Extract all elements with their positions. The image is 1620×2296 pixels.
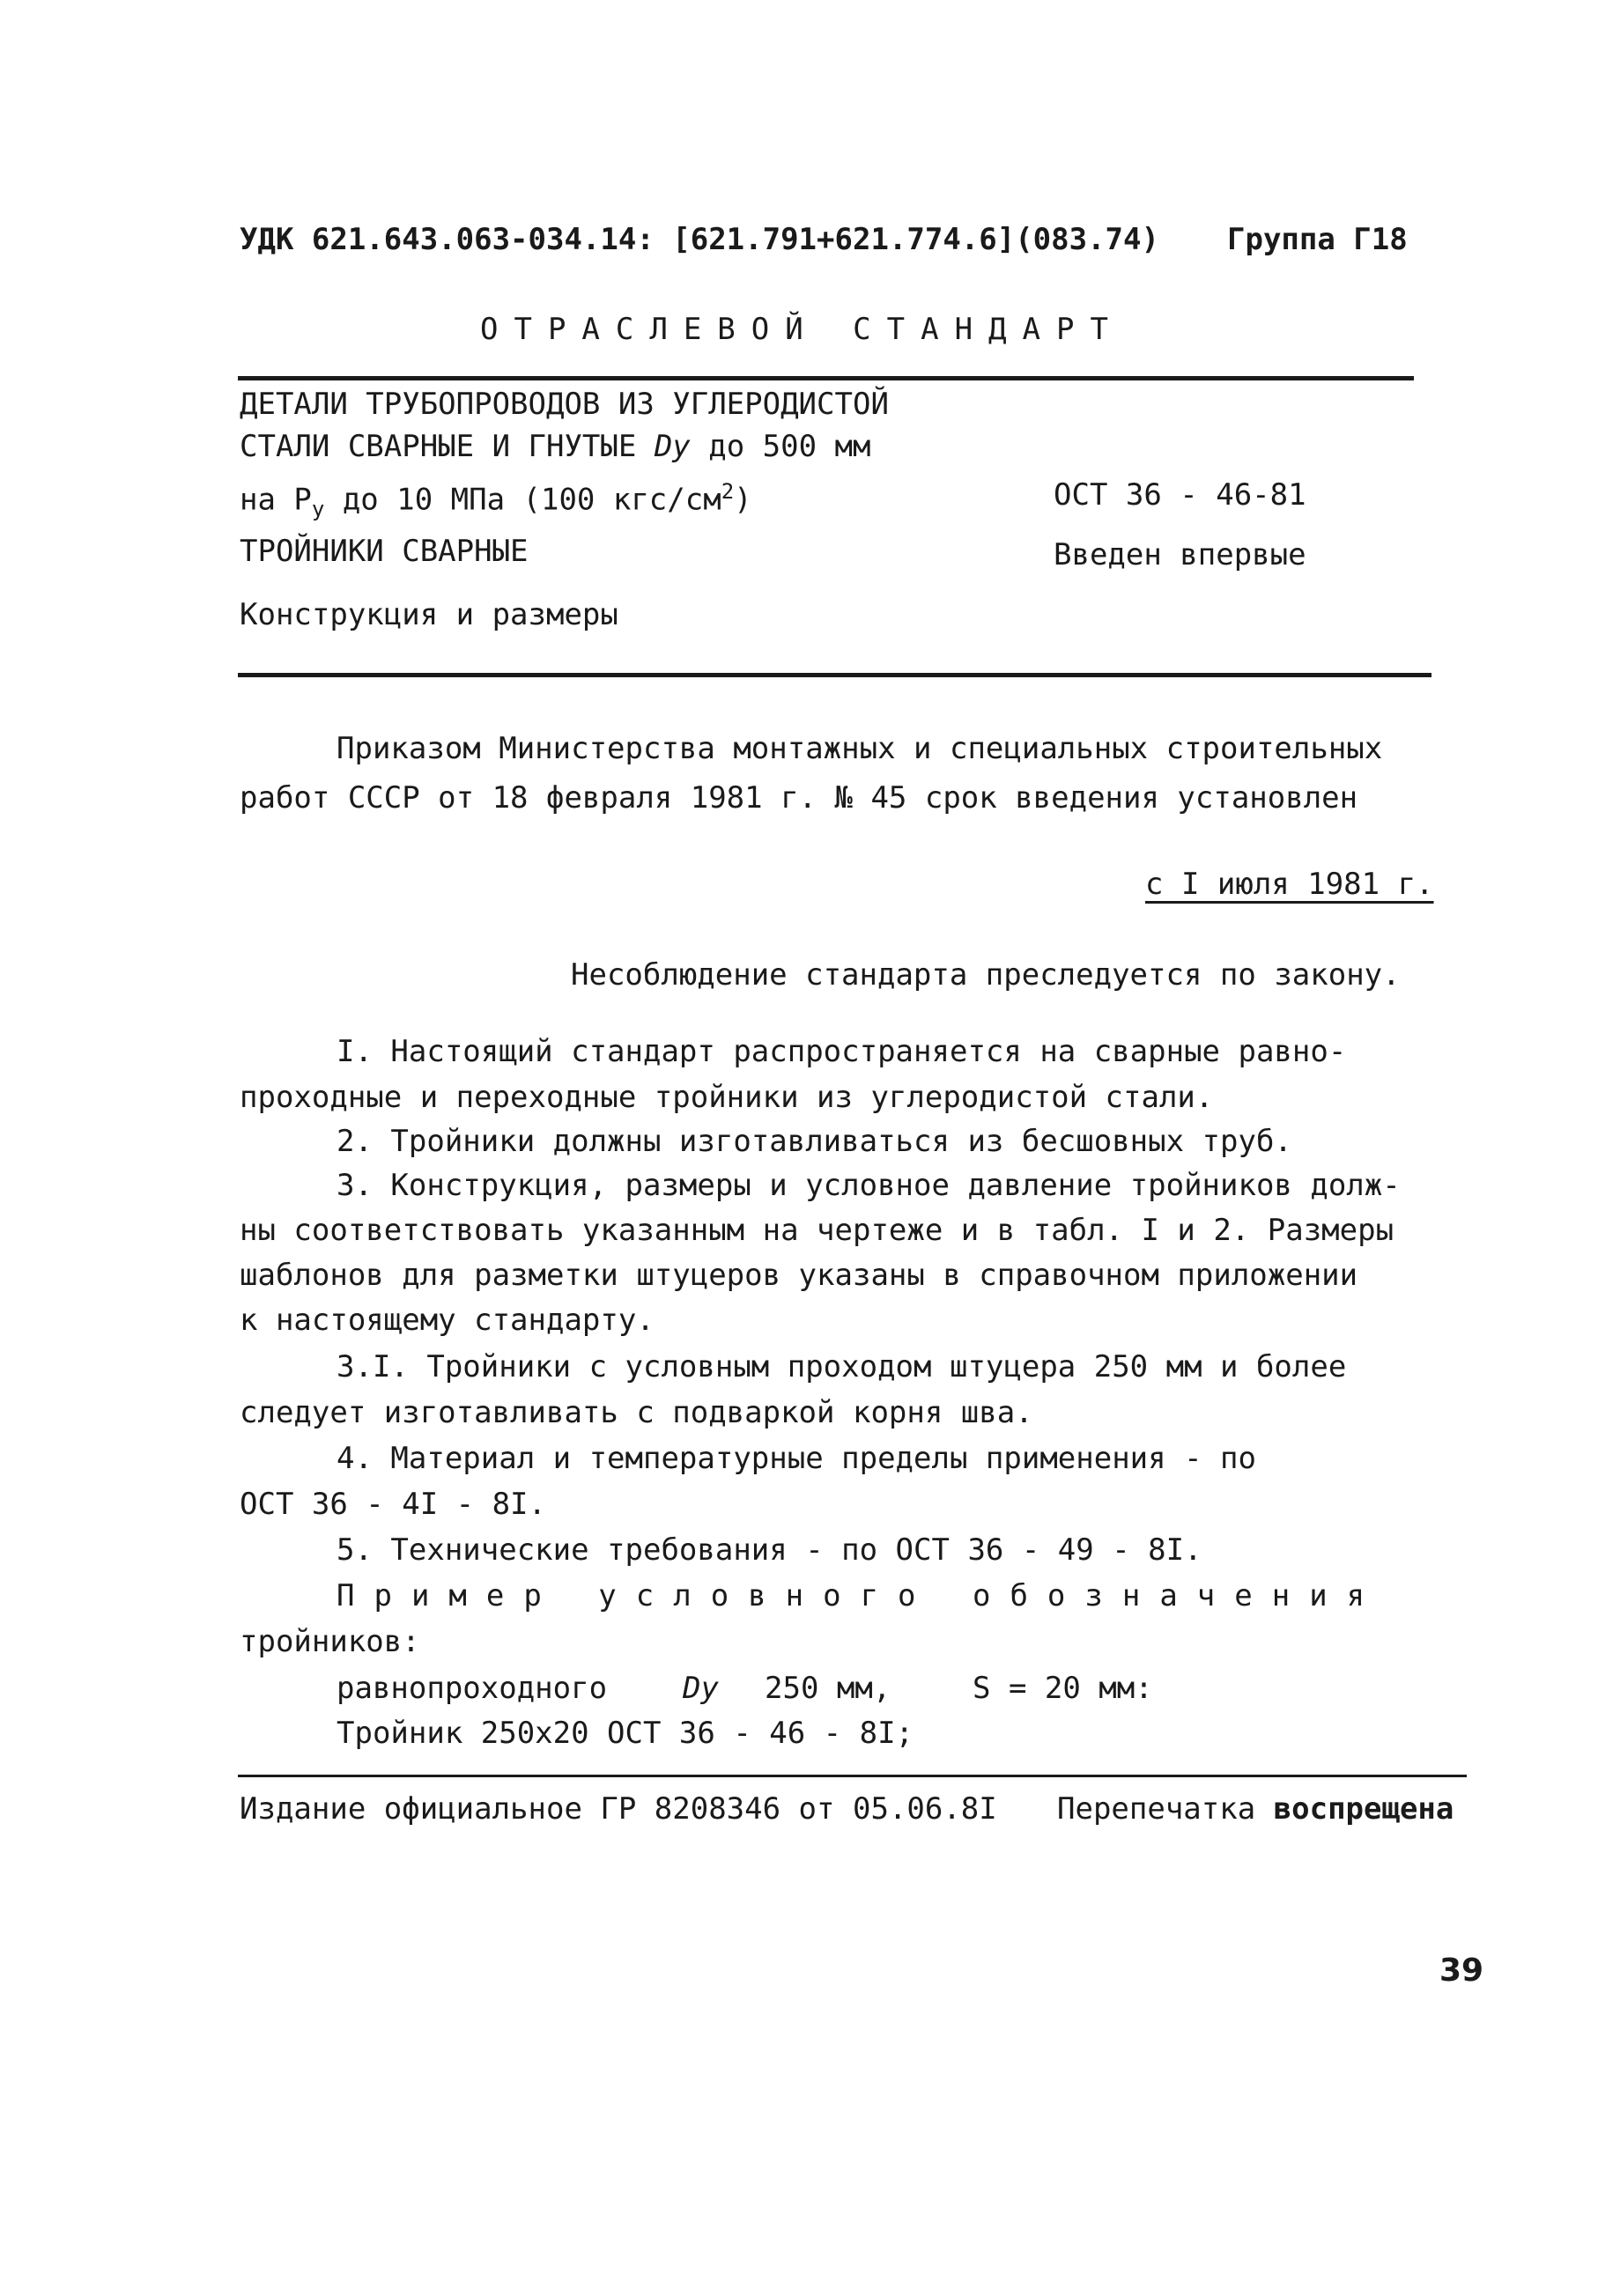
order-line-2: работ СССР от 18 февраля 1981 г. № 45 срок введения установлен [240, 780, 1358, 816]
para-5: 5. Технические требования - по ОСТ 36 - 49 - 8I. [337, 1532, 1202, 1568]
designation-line-4: ТРОЙНИКИ СВАРНЫЕ [240, 534, 529, 569]
edition-note: Издание официальное ГР 8208346 от 05.06.8I [240, 1791, 997, 1827]
udk-code: УДК 621.643.063-034.14: [621.791+621.774.6](083.74) [240, 222, 1159, 257]
example-1-label: равнопроходного [337, 1671, 608, 1706]
para-3a: 3. Конструкция, размеры и условное давление тройников долж- [337, 1168, 1401, 1203]
designation-line-2: СТАЛИ СВАРНЫЕ И ГНУТЫЕ Dу до 500 мм [240, 429, 871, 464]
example-heading: Пример условного обозначения [337, 1578, 1385, 1613]
example-subheading: тройников: [240, 1624, 420, 1659]
designation-line-3: на $Р_у$ до 10 МПа (100 кгс/$см^2$) [240, 479, 752, 522]
bottom-rule [238, 1775, 1467, 1777]
para-1a: I. Настоящий стандарт распространяется на сварные равно- [337, 1034, 1347, 1069]
example-2: Тройник 250х20 ОСТ 36 - 46 - 8I; [337, 1716, 914, 1751]
standard-title: ОТРАСЛЕВОЙ СТАНДАРТ [480, 312, 1124, 347]
para-3d: к настоящему стандарту. [240, 1303, 655, 1338]
reprint-note: Перепечатка воспрещена [1057, 1791, 1454, 1827]
para-2: 2. Тройники должны изготавливаться из бесшовных труб. [337, 1124, 1292, 1159]
effective-date: с I июля 1981 г. [1145, 867, 1434, 902]
para-3-1a: 3.I. Тройники с условным проходом штуцера 250 мм и более [337, 1349, 1347, 1384]
standard-code: ОСТ 36 - 46-81 [1054, 477, 1306, 513]
para-3-1b: следует изготавливать с подваркой корня шва. [240, 1395, 1033, 1430]
para-4b: ОСТ 36 - 4I - 8I. [240, 1487, 546, 1522]
para-3b: ны соответствовать указанным на чертеже и в табл. I и 2. Размеры [240, 1213, 1394, 1248]
designation-line-5: Конструкция и размеры [240, 597, 618, 632]
order-line-1: Приказом Министерства монтажных и специальных строительных [337, 731, 1383, 766]
top-rule [238, 376, 1414, 380]
group-code: Группа Г18 [1227, 222, 1408, 257]
legal-warning: Несоблюдение стандарта преследуется по закону. [571, 957, 1401, 993]
standard-status: Введен впервые [1054, 537, 1306, 572]
middle-rule [238, 673, 1431, 677]
example-1-thickness: S = 20 мм: [973, 1671, 1153, 1706]
para-4a: 4. Материал и температурные пределы применения - по [337, 1441, 1256, 1476]
designation-line-1: ДЕТАЛИ ТРУБОПРОВОДОВ ИЗ УГЛЕРОДИСТОЙ [240, 387, 889, 422]
page-number: 39 [1439, 1953, 1484, 1989]
example-1-dy: Dу [683, 1671, 719, 1706]
para-3c: шаблонов для разметки штуцеров указаны в справочном приложении [240, 1258, 1358, 1293]
example-1-size: 250 мм, [765, 1671, 891, 1706]
para-1b: проходные и переходные тройники из углеродистой стали. [240, 1080, 1214, 1115]
